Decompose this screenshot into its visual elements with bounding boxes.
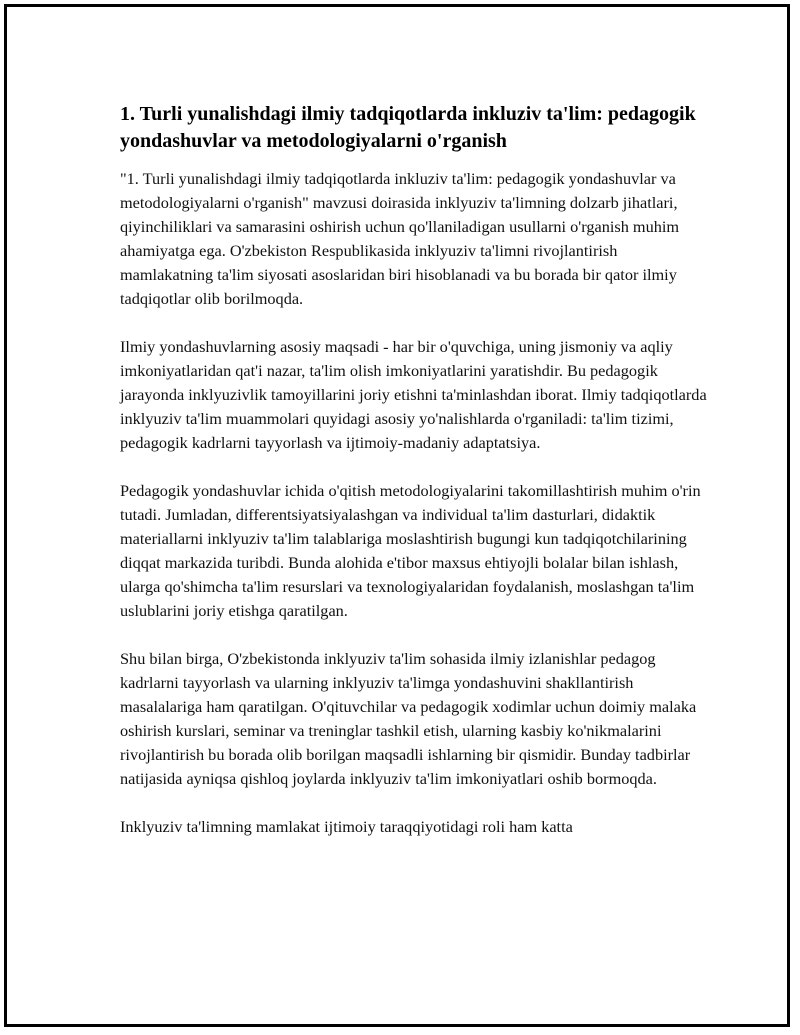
- paragraph: Pedagogik yondashuvlar ichida o'qitish metodologiyalarini takomillashtirish muhim o'rin tutadi. Jumladan, differentsiyatsiyalashgan va individual ta'lim dasturlari, didaktik materiallarni inklyuziv ta'lim talablariga moslashtirish bugungi kun tadqiqotchilarining diqqat markazida turibdi. Bunda alohida e'tibor maxsus ehtiyojli bolalar bilan ishlash, ularga qo'shimcha ta'lim resurslari va texnologiyalaridan foydalanish, moslashgan ta'lim uslublarini joriy etishga qaratilgan.: [120, 481, 701, 620]
- paragraph: "1. Turli yunalishdagi ilmiy tadqiqotlarda inkluziv ta'lim: pedagogik yondashuvlar va metodologiyalarni o'rganish" mavzusi doirasida inklyuziv ta'limning dolzarb jihatlari, qiyinchiliklari va samarasini oshirish uchun qo'llaniladigan usullarni o'rganish muhim ahamiyatga ega. O'zbekiston Respublikasida inklyuziv ta'limni rivojlantirish mamlakatning ta'lim siyosati asoslaridan biri hisoblanadi va bu borada bir qator ilmiy tadqiqotlar olib borilmoqda.: [120, 169, 680, 308]
- document-title: 1. Turli yunalishdagi ilmiy tadqiqotlarda inkluziv ta'lim: pedagogik yondashuvlar va metodologiyalarni o'rganish: [120, 103, 696, 152]
- document-content: [120, 101, 710, 863]
- paragraph: Shu bilan birga, O'zbekistonda inklyuziv ta'lim sohasida ilmiy izlanishlar pedagog kadrlarni tayyorlash va ularning inklyuziv ta'limga yondashuvini shakllantirish masalalariga ham qaratilgan. O'qituvchilar va pedagogik xodimlar uchun doimiy malaka oshirish kurslari, seminar va treninglar tashkil etish, ularning kasbiy ko'nikmalarini rivojlantirish bu borada olib borilgan maqsadli ishlarning bir qismidir. Bunday tadbirlar natijasida ayniqsa qishloq joylarda inklyuziv ta'lim imkoniyatlari oshib bormoqda.: [120, 649, 697, 788]
- document-page: [4, 4, 790, 1027]
- paragraph: Inklyuziv ta'limning mamlakat ijtimoiy taraqqiyotidagi roli ham katta: [120, 817, 573, 836]
- paragraph: Ilmiy yondashuvlarning asosiy maqsadi - har bir o'quvchiga, uning jismoniy va aqliy imkoniyatlaridan qat'i nazar, ta'lim olish imkoniyatlarini yaratishdir. Bu pedagogik jarayonda inklyuzivlik tamoyillarini joriy etishni ta'minlashdan iborat. Ilmiy tadqiqotlarda inklyuziv ta'lim muammolari quyidagi asosiy yo'nalishlarda o'rganiladi: ta'lim tizimi, pedagogik kadrlarni tayyorlash va ijtimoiy-madaniy adaptatsiya.: [120, 337, 707, 452]
